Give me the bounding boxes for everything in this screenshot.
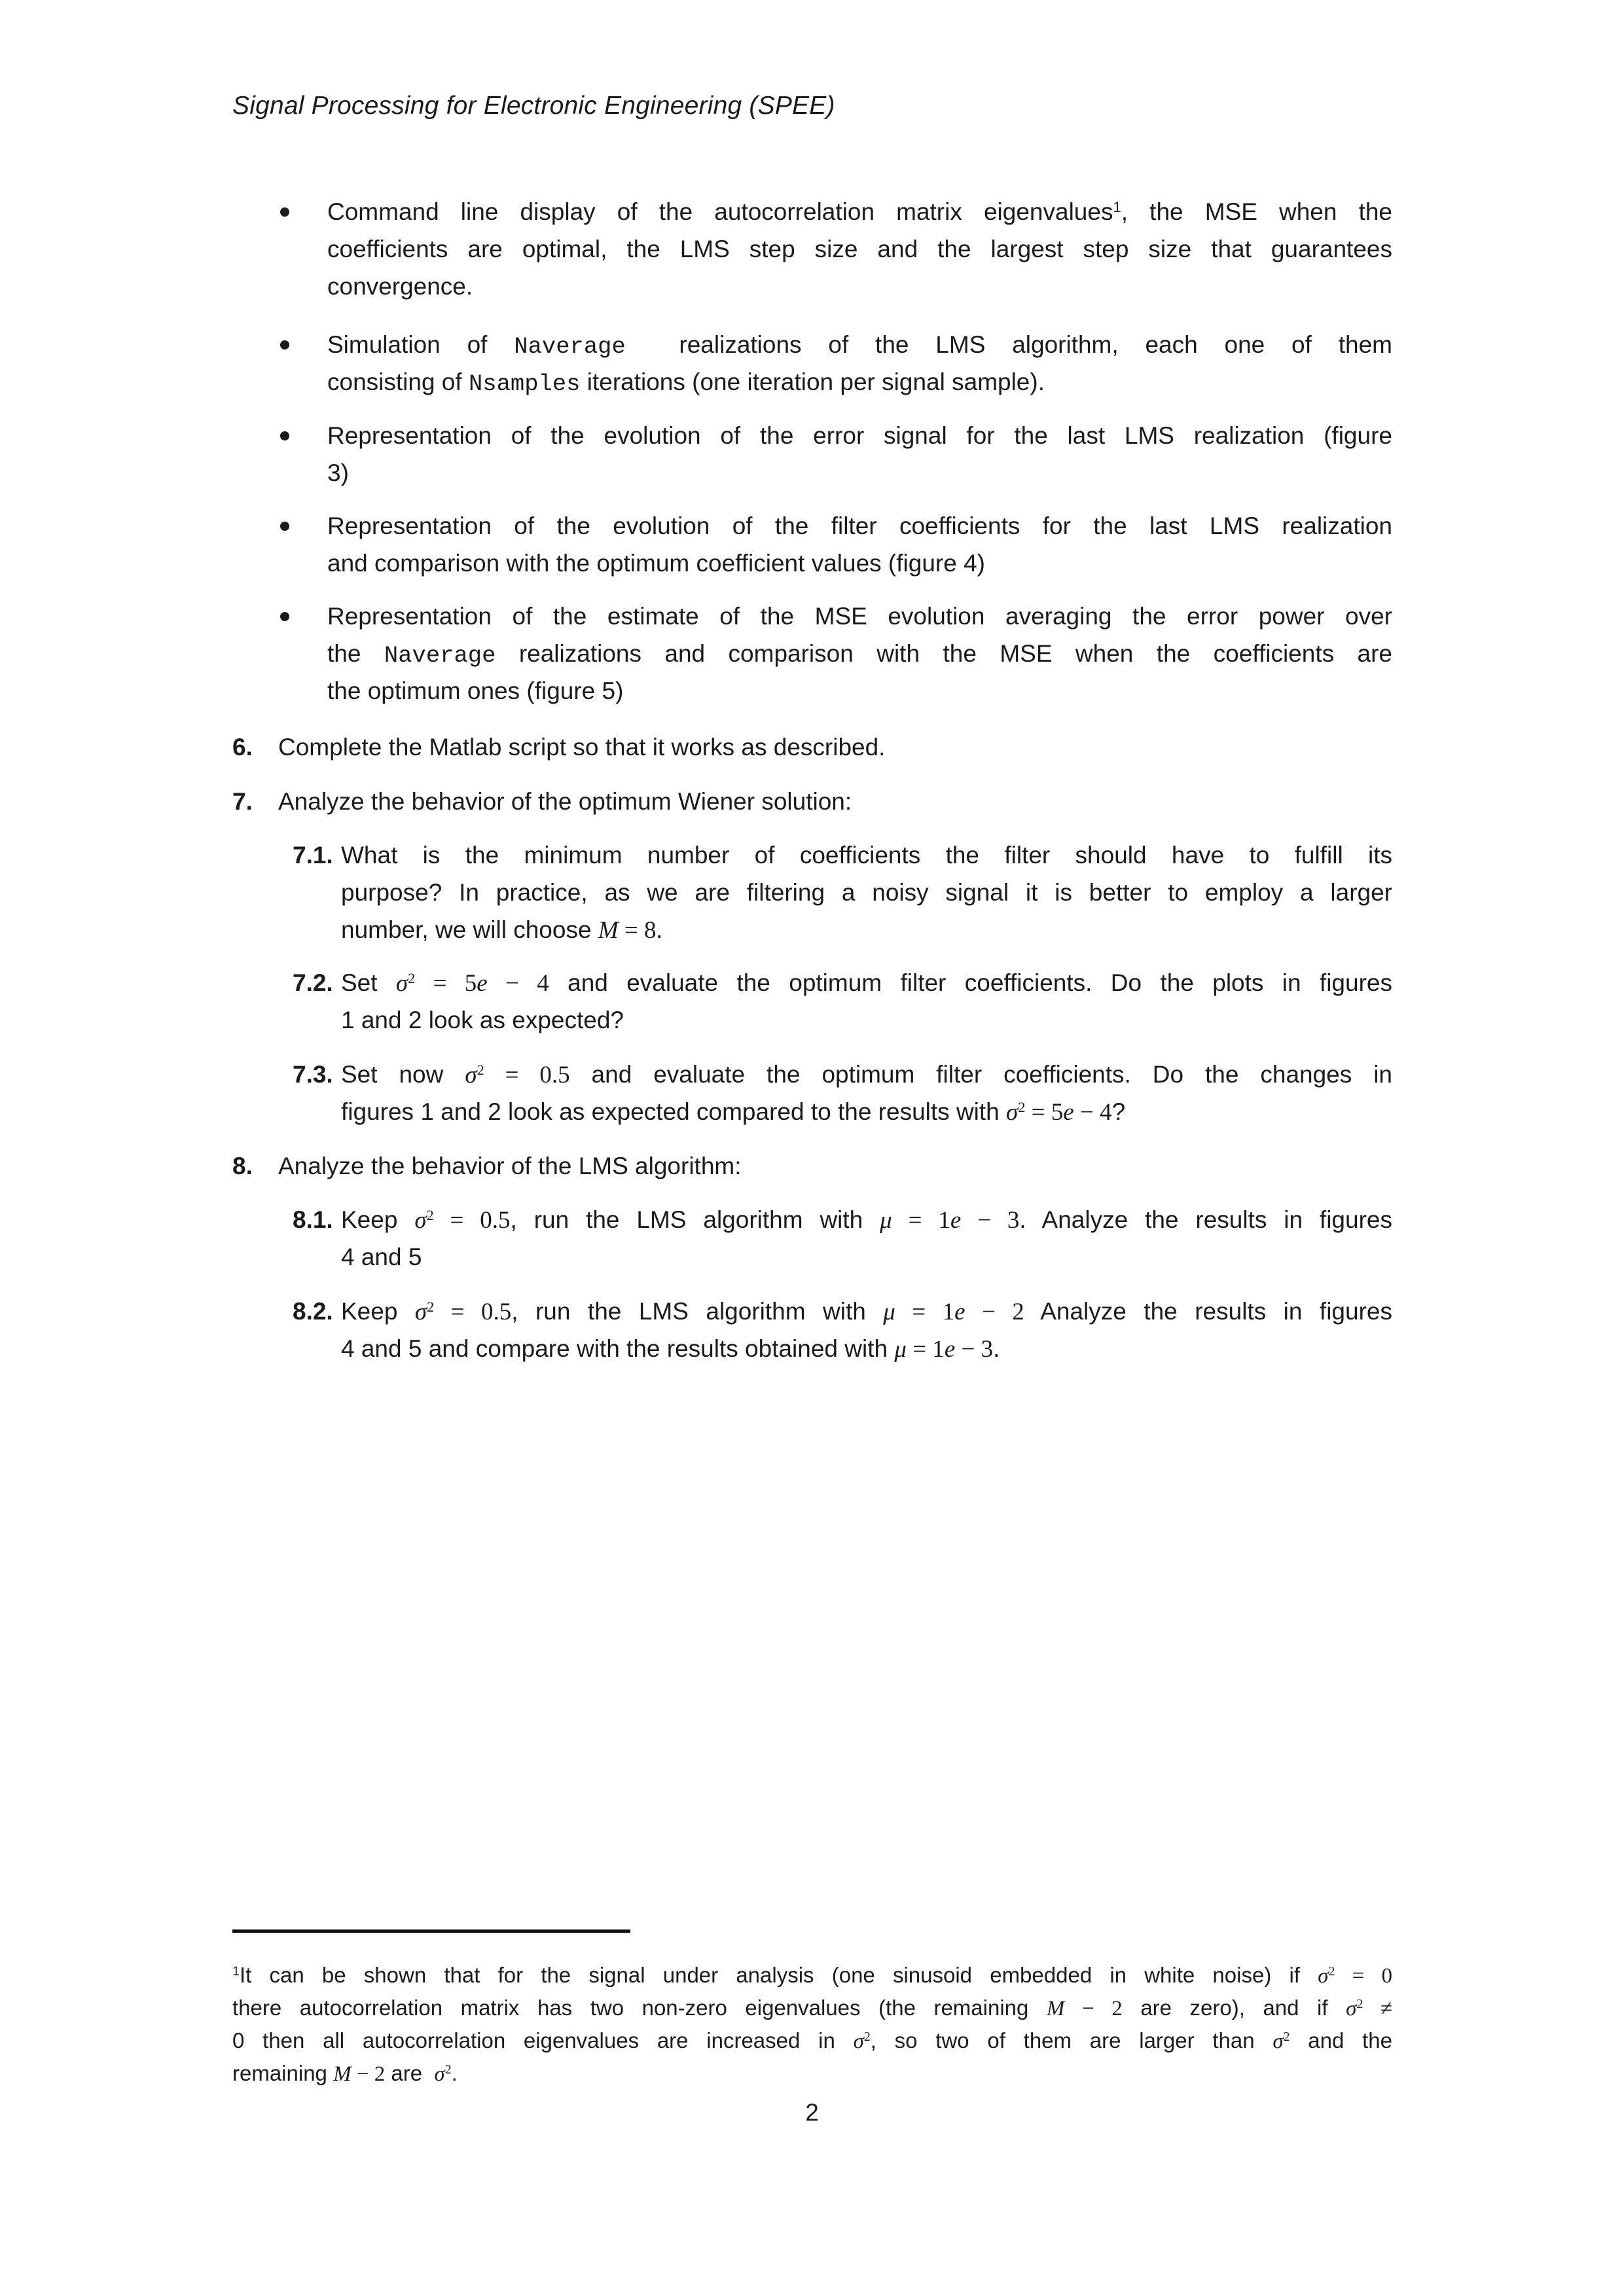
text-run-mr: = 1 [892,1207,950,1234]
text-run: number, we will choose [341,916,598,943]
text-run: Complete the Matlab script so that it works as described. [278,734,886,761]
text-run-mr: − 2 [965,1299,1024,1325]
text-line [341,836,1392,874]
text-run-mono: Nsamples [468,370,581,397]
text-run: and evaluate the optimum filter coefficients. Do the plots in figures [549,969,1392,996]
text-run: there autocorrelation matrix has two non-zero eigenvalues (the remaining [232,1996,1047,2020]
text-line [327,193,1392,230]
text-line [278,1147,1392,1185]
item-number-label: 8.1. [293,1206,333,1233]
text-run: 3) [327,459,349,486]
text-run-mr: − 2 [351,2062,386,2086]
footnote-line [232,2057,1392,2090]
text-run: Set [341,969,396,996]
text-run: and evaluate the optimum filter coefficients. Do the changes in [569,1061,1392,1088]
text-line [327,672,1392,709]
text-run: are [385,2061,435,2085]
text-run: Command line display of the autocorrelation matrix eigenvalues [327,198,1113,225]
text-run-mr: − 4 [1074,1099,1112,1126]
text-run: the optimum ones (figure 5) [327,677,624,704]
text-run: remaining [232,2061,334,2085]
text-line [341,1330,1392,1367]
text-run: ? [1111,1098,1126,1125]
text-run-mi: μ [880,1207,892,1234]
bullet-icon [280,431,289,440]
bullet-list-item [327,417,1392,492]
text-run-msup: 2 [477,1061,484,1078]
bullet-list-item [327,598,1392,709]
list-item-8 [232,1147,1392,1185]
text-run-mr: = 0.5 [484,1062,570,1088]
footnote-line [232,2024,1392,2057]
text-run: are zero), and if [1122,1996,1346,2020]
text-run: 4 and 5 and compare with the results obtained with [341,1335,895,1362]
text-run-mr: = 0.5 [433,1207,511,1234]
text-line [327,635,1392,672]
bullet-icon [280,340,289,350]
text-run: convergence. [327,273,473,300]
document-header: Signal Processing for Electronic Engineering (SPEE) [232,92,835,120]
item-number-label: 7.2. [293,969,333,996]
text-run-mr: = 0 [1335,1964,1392,1988]
text-line [327,545,1392,582]
text-run-mi: μ [883,1299,895,1325]
text-run: consisting of [327,368,469,395]
text-run-msup: 2 [427,1298,435,1315]
text-run: . Analyze the results in figures [1019,1206,1392,1233]
text-run: Analyze the results in figures [1024,1298,1392,1325]
text-run-sup: 1 [232,1964,240,1979]
text-line [278,783,1392,820]
text-run-mr: = 5 [415,970,477,997]
footnote-line [232,1959,1392,1992]
text-line [341,1293,1392,1330]
text-run-mi: σ [1272,2030,1284,2053]
bullet-list-item [327,507,1392,582]
text-run-mr: − 4 [487,970,549,997]
text-run-mi: e [954,1299,965,1325]
text-run: , so two of them are larger than [870,2028,1273,2053]
text-run-mi: M [598,917,619,944]
text-line [327,326,1392,363]
list-item-8-1 [293,1201,1392,1276]
text-run-mr: − 2 [1064,1997,1123,2020]
item-number-label: 8. [232,1153,253,1179]
text-run: realizations and comparison with the MSE when the coefficients are [496,640,1392,667]
bullet-list-item [327,193,1392,305]
text-run-sup: 1 [1113,198,1121,215]
text-run-mi: e [944,1336,956,1363]
text-run: , run the LMS algorithm with [511,1298,884,1325]
item-number-label: 7.3. [293,1061,333,1088]
item-number-label: 7.1. [293,842,333,869]
text-run-mr: = 8. [618,917,662,944]
text-run-msup: 2 [1018,1098,1026,1115]
text-run-mono: Naverage [384,642,496,669]
text-run-mi: σ [1318,1964,1329,1988]
text-run: . [451,2061,458,2085]
text-run-mi: σ [434,2062,445,2086]
text-run-mr: = 5 [1025,1099,1064,1126]
text-run: Representation of the estimate of the MSE evolution averaging the error power over [327,603,1392,630]
text-line [341,1093,1392,1130]
item-number-label: 8.2. [293,1298,333,1325]
text-run-mi: σ [395,970,408,997]
list-item-7-1 [293,836,1392,948]
text-line [327,268,1392,305]
text-run-mi: σ [1006,1099,1019,1126]
text-line [341,911,1392,948]
text-line [327,230,1392,268]
text-run-mr: − 3 [961,1207,1020,1234]
list-item-7 [232,783,1392,820]
bullet-list-item [327,326,1392,401]
text-line [327,417,1392,454]
bullet-icon [280,522,289,531]
text-run: 0 then all autocorrelation eigenvalues are increased in [232,2028,854,2053]
text-run: , run the LMS algorithm with [510,1206,880,1233]
text-run-mr: = 1 [895,1299,955,1325]
text-run: the [327,640,384,667]
text-run: and comparison with the optimum coefficient values (figure 4) [327,550,985,577]
text-run-mi: σ [465,1062,477,1088]
list-item-7-2 [293,964,1392,1039]
text-line [341,1056,1392,1093]
page-number: 2 [805,2099,819,2126]
text-line [341,874,1392,911]
text-run-mi: e [477,970,488,997]
text-run: 4 and 5 [341,1244,422,1270]
text-run-mi: σ [414,1207,427,1234]
text-run-msup: 2 [444,2062,452,2077]
text-run-mr: = 0.5 [434,1299,512,1325]
text-line [341,964,1392,1001]
text-line [341,1238,1392,1276]
text-run: Representation of the evolution of the error signal for the last LMS realization (figure [327,422,1392,449]
list-item-8-2 [293,1293,1392,1367]
text-run-mi: σ [853,2030,864,2053]
text-run-mi: σ [414,1299,427,1325]
text-line [327,454,1392,492]
text-run-msup: 2 [1356,1997,1363,2012]
text-run: . [993,1335,1000,1362]
text-run: What is the minimum number of coefficients the filter should have to fulfill its [341,842,1392,869]
list-item-6 [232,728,1392,766]
text-run-mi: e [1063,1099,1074,1126]
text-line [341,1001,1392,1039]
text-run: coefficients are optimal, the LMS step size and the largest step size that guarantees [327,236,1392,262]
text-line [327,507,1392,545]
text-run: purpose? In practice, as we are filtering a noisy signal it is better to employ a larger [341,879,1392,906]
item-number-label: 6. [232,734,253,761]
text-run-msup: 2 [408,969,416,986]
text-line [327,363,1392,401]
text-run-mi: M [333,2062,352,2086]
text-line [278,728,1392,766]
text-run: realizations of the LMS algorithm, each one of them [625,331,1392,358]
text-run: 1 and 2 look as expected? [341,1007,624,1033]
text-run-msup: 2 [426,1206,434,1223]
text-run-mi: σ [1346,1997,1357,2020]
text-run: It can be shown that for the signal under analysis (one sinusoid embedded in white noise) if [240,1963,1318,1987]
footnote-line [232,1992,1392,2024]
footnote-separator [232,1929,630,1933]
text-run: iterations (one iteration per signal sample). [580,368,1045,395]
text-run-mi: μ [894,1336,907,1363]
list-item-7-3 [293,1056,1392,1130]
text-run: and the [1290,2028,1392,2053]
text-line [341,1201,1392,1238]
bullet-icon [280,612,289,621]
text-run: figures 1 and 2 look as expected compared to the results with [341,1098,1007,1125]
text-run: , the MSE when the [1121,198,1392,225]
text-run: Simulation of [327,331,514,358]
text-run: Analyze the behavior of the LMS algorithm: [278,1153,742,1179]
bullet-icon [280,207,289,217]
text-run-msup: 2 [1328,1964,1335,1979]
item-number-label: 7. [232,788,253,815]
text-run: Representation of the evolution of the filter coefficients for the last LMS realization [327,512,1392,539]
text-run-mr: = 1 [906,1336,945,1363]
text-run-mono: Naverage [514,333,626,360]
text-run: Keep [341,1298,415,1325]
text-run-mi: M [1046,1997,1065,2020]
text-run-msup: 2 [1283,2030,1290,2045]
text-run-msup: 2 [863,2030,871,2045]
footnote [232,1959,1392,2090]
text-run-mi: e [950,1207,962,1234]
text-run: Set now [341,1061,465,1088]
text-run: Keep [341,1206,415,1233]
text-run-mr: ≠ [1363,1997,1392,2020]
text-run: Analyze the behavior of the optimum Wiener solution: [278,788,852,815]
text-run-mr: − 3 [955,1336,994,1363]
text-line [327,598,1392,635]
